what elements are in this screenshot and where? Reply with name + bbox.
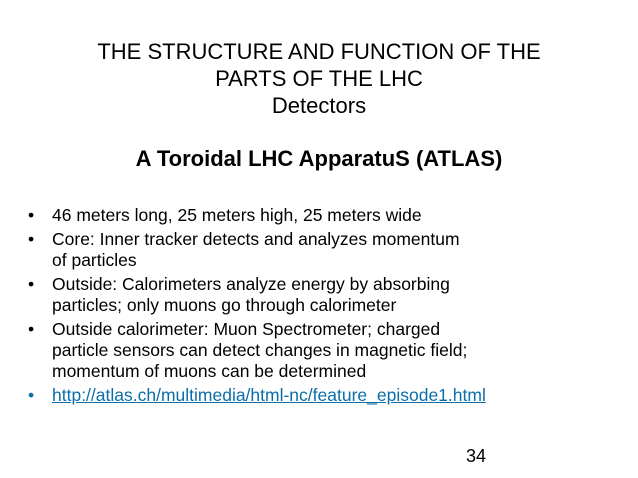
bullet-text-line: particles; only muons go through calorimeter: [52, 295, 397, 315]
title-line-2: PARTS OF THE LHC: [215, 66, 423, 91]
bullet-icon: •: [28, 274, 35, 294]
title-line-3: Detectors: [271, 93, 367, 118]
bullet-text-line: Outside calorimeter: Muon Spectrometer; charged: [52, 319, 441, 339]
atlas-feature-link[interactable]: http://atlas.ch/multimedia/html-nc/feature_episode1.html: [52, 385, 486, 405]
bullet-icon: •: [28, 229, 35, 249]
title-line-1: THE STRUCTURE AND FUNCTION OF THE: [97, 39, 541, 64]
bullet-item: [28, 319, 628, 382]
bullet-icon: •: [28, 319, 35, 339]
bullet-item: [28, 229, 628, 271]
page-number: 34: [466, 446, 487, 466]
bullet-text-line: Core: Inner tracker detects and analyzes momentum: [52, 229, 460, 249]
bullet-icon: •: [28, 205, 35, 225]
bullet-text-line: Outside: Calorimeters analyze energy by absorbing: [52, 274, 450, 294]
slide-title: [0, 38, 638, 119]
bullet-text-line: momentum of muons can be determined: [52, 361, 367, 381]
bullet-item: [28, 274, 628, 316]
bullet-item-link: [28, 385, 628, 406]
bullet-item: [28, 205, 628, 226]
bullet-text-line: 46 meters long, 25 meters high, 25 meters wide: [52, 205, 422, 225]
slide-subtitle: A Toroidal LHC ApparatuS (ATLAS): [135, 146, 503, 171]
bullet-icon: •: [28, 385, 35, 405]
bullet-text-line: particle sensors can detect changes in magnetic field;: [52, 340, 468, 360]
bullet-list: [28, 205, 628, 409]
bullet-text-line: of particles: [52, 250, 137, 270]
